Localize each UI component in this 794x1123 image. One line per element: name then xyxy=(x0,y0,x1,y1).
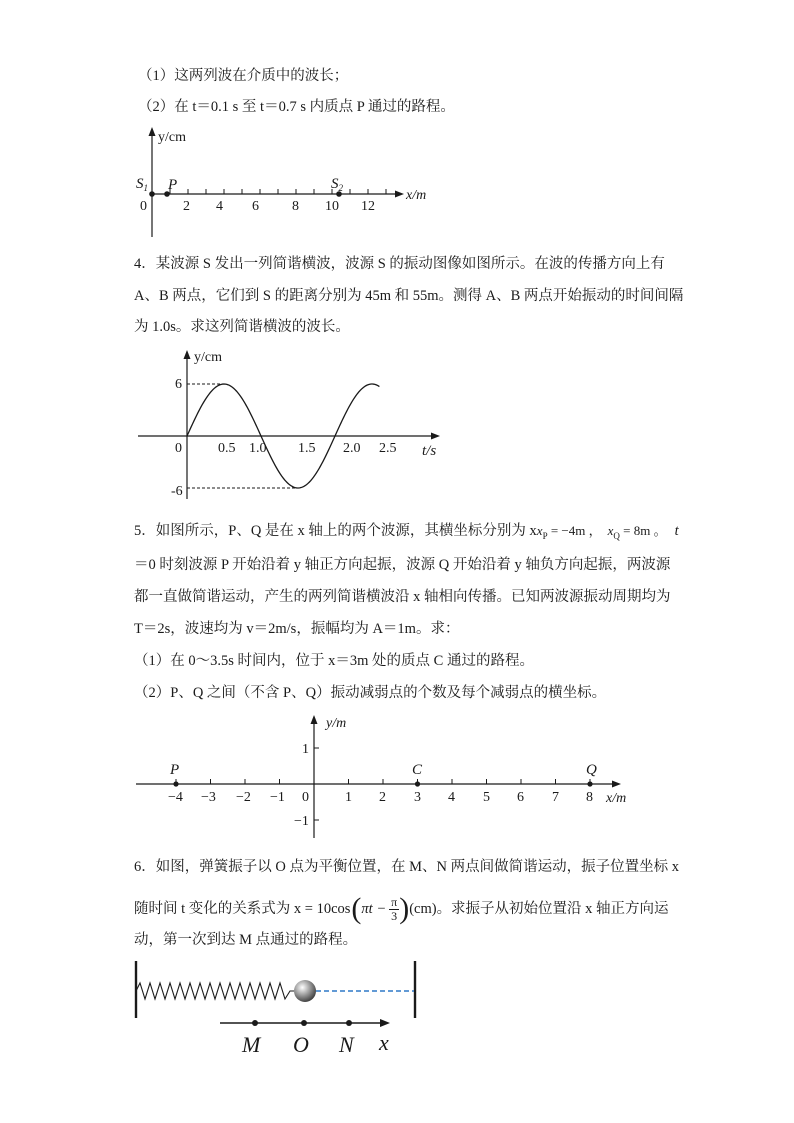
q4-ytick-6: 6 xyxy=(175,377,182,392)
q6-line-1: 6．如图，弹簧振子以 O 点为平衡位置，在 M、N 两点间做简谐运动，振子位置坐标 x xyxy=(134,859,679,875)
q5-ytick-1: 1 xyxy=(302,742,309,757)
q4-xtick-2-5: 2.5 xyxy=(379,441,397,456)
q5-line-2: ＝0 时刻波源 P 开始沿着 y 轴正方向起振，波源 Q 开始沿着 y 轴负方向起振，两波源 xyxy=(134,557,671,573)
q5-line-1 xyxy=(134,521,679,546)
q4-line-3: 为 1.0s。求这列简谐横波的波长。 xyxy=(134,319,350,335)
q5-line-4: T＝2s，波速均为 v＝2m/s，振幅均为 A＝1m。求： xyxy=(134,621,460,637)
q6-line-3: 动，第一次到达 M 点通过的路程。 xyxy=(134,932,358,948)
q5-x-label: x/m xyxy=(606,791,627,806)
q5-xtick-7: 7 xyxy=(552,790,559,805)
q6-x-label: x xyxy=(379,1030,389,1055)
q5-xtick-1: 1 xyxy=(345,790,352,805)
q3-s1-label: $S_1$ xyxy=(136,176,148,193)
q5-xtick-neg2: −2 xyxy=(236,790,251,805)
q6-formula-inner: πt − xyxy=(361,901,387,917)
q4-xtick-2-0: 2.0 xyxy=(343,441,361,456)
q5-xp-symbol: x xyxy=(536,523,543,538)
q5-xtick-neg1: −1 xyxy=(270,790,285,805)
q3-origin-label: 0 xyxy=(140,199,147,214)
q3-y-label: y/cm xyxy=(158,130,186,145)
q5-ytick-neg1: −1 xyxy=(294,814,309,829)
q4-xtick-1-5: 1.5 xyxy=(298,441,316,456)
q5-p-dot xyxy=(173,781,178,786)
q6-formula-frac-den: 3 xyxy=(391,908,398,923)
q5-xtick-8: 8 xyxy=(586,790,593,805)
q3-tick-6: 6 xyxy=(252,199,259,214)
q5-xtick-4: 4 xyxy=(448,790,455,805)
q5-origin-label: 0 xyxy=(302,790,309,805)
q5-axis-figure xyxy=(130,710,640,842)
q4-line-1: 4．某波源 S 发出一列简谐横波，波源 S 的振动图像如图所示。在波的传播方向上有 xyxy=(134,256,665,272)
q4-xtick-0-5: 0.5 xyxy=(218,441,236,456)
q5-xtick-2: 2 xyxy=(379,790,386,805)
q6-line-2-text: 随时间 t 变化的关系式为 x = 10cos xyxy=(134,901,351,917)
q6-spring xyxy=(136,983,294,999)
q4-y-label: y/cm xyxy=(194,350,222,365)
q6-formula-fraction xyxy=(389,896,399,923)
q6-n-dot xyxy=(346,1020,352,1026)
q3-line-2: （2）在 t＝0.1 s 至 t＝0.7 s 内质点 P 通过的路程。 xyxy=(138,99,455,115)
q5-q-label: Q xyxy=(586,762,597,778)
q6-line-2 xyxy=(134,892,669,926)
q6-o-dot xyxy=(301,1020,307,1026)
q3-tick-4: 4 xyxy=(216,199,223,214)
q5-xq-value: = 8m 。 xyxy=(619,523,667,538)
q4-line-2: A、B 两点，它们到 S 的距离分别为 45m 和 55m。测得 A、B 两点开始振动的时间间隔 xyxy=(134,288,684,304)
q5-c-label: C xyxy=(412,762,423,778)
q6-m-label: M xyxy=(242,1032,261,1057)
q5-xp-sub: P xyxy=(542,530,548,541)
q3-s2-label: $S_2$ xyxy=(331,176,343,193)
q6-o-label: O xyxy=(293,1032,309,1057)
q5-line-1-text: 5．如图所示，P、Q 是在 x 轴上的两个波源，其横坐标分别为 x xyxy=(134,523,537,539)
q5-xq-sub: Q xyxy=(613,530,620,541)
q6-formula-frac-num: π xyxy=(391,894,398,909)
q5-p-label: P xyxy=(170,762,180,778)
q5-xtick-3: 3 xyxy=(414,790,421,805)
q3-axis-figure xyxy=(130,125,440,245)
q6-spring-figure xyxy=(128,955,428,1065)
q6-m-dot xyxy=(252,1020,258,1026)
q5-q-dot xyxy=(587,781,592,786)
q5-line-3: 都一直做简谐运动，产生的两列简谐横波沿 x 轴相向传播。已知两波源振动周期均为 xyxy=(134,589,671,605)
q6-n-label: N xyxy=(339,1032,354,1057)
q4-xtick-1-0: 1.0 xyxy=(249,441,267,456)
q6-oscillator-ball xyxy=(294,980,316,1002)
q3-tick-2: 2 xyxy=(183,199,190,214)
q3-tick-12: 12 xyxy=(361,199,375,214)
q3-s1-dot xyxy=(149,191,155,197)
q5-xp-value: = −4m ， xyxy=(547,523,602,538)
q3-tick-8: 8 xyxy=(292,199,299,214)
q5-xtick-neg4: −4 xyxy=(168,790,183,805)
q5-line-1-tail: t xyxy=(674,523,679,539)
q6-formula-unit: (cm) xyxy=(409,901,437,917)
q3-line-1: （1）这两列波在介质中的波长； xyxy=(138,68,349,84)
q5-line-6: （2）P、Q 之间（不含 P、Q）振动减弱点的个数及每个减弱点的横坐标。 xyxy=(134,685,607,701)
q4-vibration-chart xyxy=(130,345,450,505)
q3-tick-10: 10 xyxy=(325,199,339,214)
q4-ytick-neg6: -6 xyxy=(171,484,183,499)
q6-formula-rparen: ) xyxy=(399,892,410,925)
q6-formula-lparen: ( xyxy=(351,892,362,925)
q5-xtick-6: 6 xyxy=(517,790,524,805)
q6-line-2-tail: 。求振子从初始位置沿 x 轴正方向运 xyxy=(436,901,669,917)
q5-xq-symbol: x xyxy=(607,523,614,538)
q5-line-5: （1）在 0～3.5s 时间内，位于 x＝3m 处的质点 C 通过的路程。 xyxy=(134,653,534,669)
q5-xtick-neg3: −3 xyxy=(201,790,216,805)
q4-origin-label: 0 xyxy=(175,441,182,456)
q3-x-label: x/m xyxy=(406,188,427,203)
q3-p-label: P xyxy=(168,177,178,193)
q5-c-dot xyxy=(415,781,420,786)
q5-xtick-5: 5 xyxy=(483,790,490,805)
q5-y-label: y/m xyxy=(326,716,347,731)
q4-x-label: t/s xyxy=(422,443,437,459)
